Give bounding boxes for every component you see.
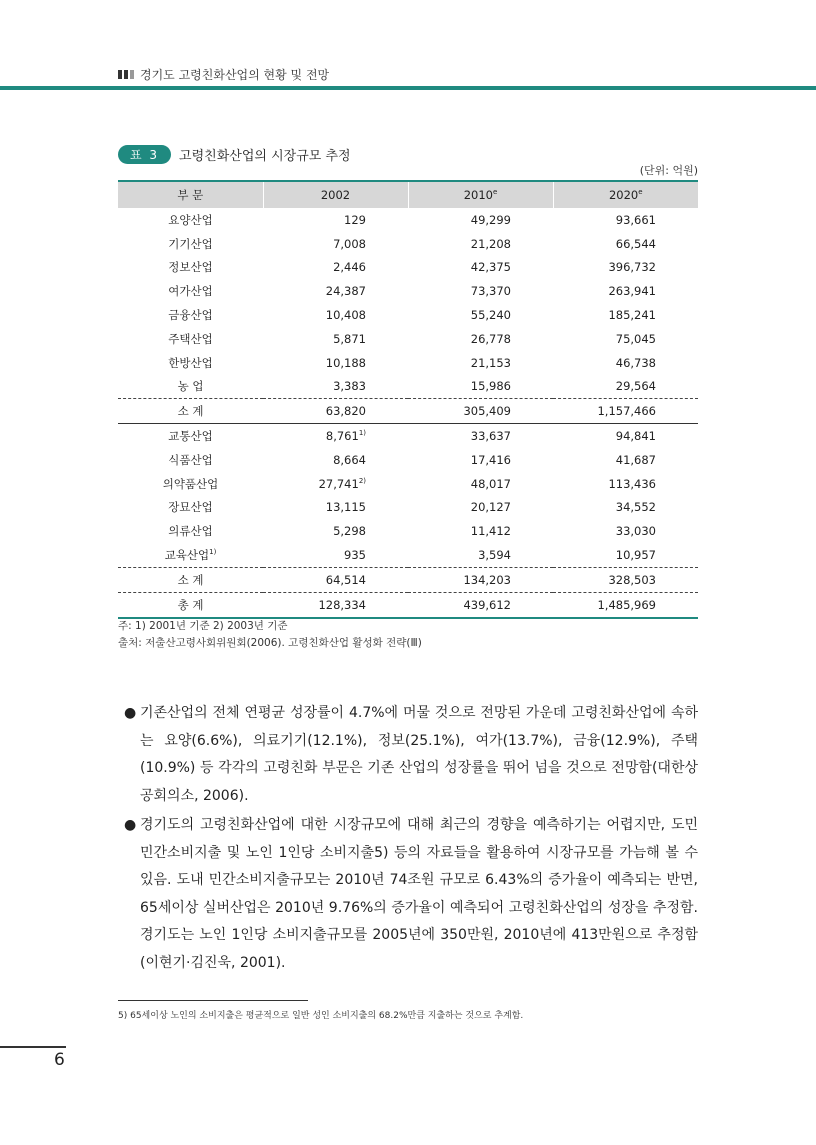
sector-cell: 교통산업	[118, 424, 263, 448]
page-number: 6	[54, 1050, 65, 1070]
value-2010-cell: 3,594	[478, 548, 511, 563]
value-2002-cell: 7,008	[333, 236, 366, 251]
table-row	[118, 303, 698, 327]
value-2010-cell: 49,299	[470, 212, 511, 227]
table-row	[118, 232, 698, 256]
table-title: 고령친화산업의 시장규모 추정	[179, 149, 351, 164]
value-2020-cell: 263,941	[608, 284, 656, 299]
sector-cell: 식품산업	[168, 452, 213, 467]
table-row	[118, 424, 698, 448]
value-2020-cell: 66,544	[615, 236, 656, 251]
table-row	[118, 496, 698, 520]
value-2020-cell: 185,241	[608, 308, 656, 323]
value-2002-cell: 10,408	[325, 308, 366, 323]
value-2002-cell: 8,664	[333, 452, 366, 467]
bullet-paragraph-2: ● 경기도의 고령친화산업에 대한 시장규모에 대해 최근의 경향을 예측하기는 어렵지만, 도민 민간소비지출 및 노인 1인당 소비지출5) 등의 자료들을 활용하여 시장규모를 가늠해 볼 수 있음. 도내 민간소비지출규모는 2010년 74조원 규모로 6.43%의 증가율이 예측되는 반면, 65세이상 실버산업은 2010년 9.76%의 증가율이 예측되어 고령친화산업의 성장을 추정함. 경기도는 노인 1인당 소비지출규모를 2005년에 350만원, 2010년에 413만원으로 추정함(이현기·김진욱, 2001).	[118, 812, 698, 977]
sector-cell: 소 계	[118, 399, 263, 424]
header-2010: 2010e	[408, 181, 553, 208]
value-2002-cell: 935	[344, 548, 366, 563]
table-row	[118, 208, 698, 232]
table-row	[118, 351, 698, 375]
sector-cell: 정보산업	[168, 260, 213, 275]
bullet-paragraph-1: ● 기존산업의 전체 연평균 성장률이 4.7%에 머물 것으로 전망된 가운데 고령친화산업에 속하는 요양(6.6%), 의료기기(12.1%), 정보(25.1%), 여가(13.7%), 금융(12.9%), 주택(10.9%) 등 각각의 고령친화 부문은 기존 산업의 성장률을 뛰어 넘을 것으로 전망함(대한상공회의소, 2006).	[118, 700, 698, 810]
sector-cell: 소 계	[118, 567, 263, 592]
value-2002-cell: 5,871	[333, 331, 366, 346]
sector-cell: 주택산업	[168, 331, 213, 346]
value-2020-cell: 46,738	[615, 355, 656, 370]
value-2020-cell: 75,045	[615, 331, 656, 346]
value-2020-cell: 29,564	[615, 379, 656, 394]
value-2002-cell: 128,334	[263, 592, 408, 617]
value-2020-cell: 113,436	[608, 476, 656, 491]
table-row	[118, 327, 698, 351]
running-header-text: 경기도 고령친화산업의 현황 및 전망	[140, 68, 330, 82]
header-rule	[0, 86, 816, 90]
page-number-rule	[0, 1046, 66, 1048]
body-text	[118, 700, 698, 979]
table-source: 출처: 저출산고령사회위원회(2006). 고령친화산업 활성화 전략(Ⅲ)	[118, 637, 422, 649]
value-2010-cell: 11,412	[470, 524, 511, 539]
table-row	[118, 567, 698, 592]
header-2020: 2020e	[553, 181, 698, 208]
table-row	[118, 592, 698, 617]
value-2010-cell: 17,416	[470, 452, 511, 467]
value-2002-cell: 64,514	[263, 567, 408, 592]
value-2010-cell: 20,127	[470, 500, 511, 515]
market-size-table	[118, 180, 698, 619]
table-row	[118, 519, 698, 543]
value-2010-cell: 439,612	[408, 592, 553, 617]
sector-cell: 의류산업	[168, 524, 213, 539]
value-2020-cell: 34,552	[615, 500, 656, 515]
value-2010-cell: 48,017	[470, 476, 511, 491]
value-2020-cell: 41,687	[615, 452, 656, 467]
table-note: 주: 1) 2001년 기준 2) 2003년 기준	[118, 620, 288, 632]
value-2002-cell: 3,383	[333, 379, 366, 394]
header-bars-icon	[118, 70, 134, 79]
table-badge: 표 3	[118, 145, 171, 164]
sector-cell: 농 업	[177, 379, 204, 394]
value-2002-cell: 27,741$^{2)}$	[318, 476, 366, 491]
table-row	[118, 279, 698, 303]
value-2020-cell: 10,957	[615, 548, 656, 563]
value-2010-cell: 134,203	[408, 567, 553, 592]
bullet-icon: ●	[124, 705, 137, 721]
table-row	[118, 256, 698, 280]
table-notes	[118, 618, 422, 652]
table-row	[118, 472, 698, 496]
table-header-row	[118, 181, 698, 208]
header-2002: 2002	[263, 181, 408, 208]
value-2010-cell: 55,240	[470, 308, 511, 323]
table-row	[118, 543, 698, 567]
value-2020-cell: 94,841	[553, 424, 698, 448]
header-sector: 부 문	[118, 181, 263, 208]
value-2010-cell: 73,370	[470, 284, 511, 299]
value-2002-cell: 5,298	[333, 524, 366, 539]
value-2002-cell: 2,446	[333, 260, 366, 275]
running-header	[118, 66, 329, 83]
sector-cell: 여가산업	[168, 284, 213, 299]
value-2010-cell: 15,986	[470, 379, 511, 394]
value-2020-cell: 33,030	[615, 524, 656, 539]
table-row	[118, 448, 698, 472]
sector-cell: 교육산업$^{1)}$	[164, 548, 217, 563]
value-2020-cell: 93,661	[615, 212, 656, 227]
footnote-rule	[118, 1000, 308, 1001]
table-row	[118, 375, 698, 399]
footnote: 5) 65세이상 노인의 소비지출은 평균적으로 일반 성인 소비지출의 68.2%만큼 지출하는 것으로 추계함.	[118, 1011, 524, 1021]
value-2010-cell: 305,409	[408, 399, 553, 424]
sector-cell: 금융산업	[168, 308, 213, 323]
value-2020-cell: 1,485,969	[553, 592, 698, 617]
value-2010-cell: 26,778	[470, 331, 511, 346]
value-2010-cell: 21,208	[470, 236, 511, 251]
value-2020-cell: 328,503	[553, 567, 698, 592]
unit-label: (단위: 억원)	[639, 164, 698, 177]
sector-cell: 요양산업	[168, 212, 213, 227]
value-2002-cell: 8,761$^{1)}$	[263, 424, 408, 448]
value-2010-cell: 33,637	[408, 424, 553, 448]
value-2020-cell: 396,732	[608, 260, 656, 275]
sector-cell: 기기산업	[168, 236, 213, 251]
value-2010-cell: 21,153	[470, 355, 511, 370]
value-2002-cell: 129	[344, 212, 366, 227]
sector-cell: 장묘산업	[168, 500, 213, 515]
value-2002-cell: 63,820	[263, 399, 408, 424]
table-caption	[118, 145, 351, 164]
sector-cell: 의약품산업	[162, 476, 219, 491]
table-row	[118, 399, 698, 424]
sector-cell: 총 계	[118, 592, 263, 617]
bullet-icon: ●	[124, 817, 137, 833]
value-2020-cell: 1,157,466	[553, 399, 698, 424]
value-2010-cell: 42,375	[470, 260, 511, 275]
value-2002-cell: 24,387	[325, 284, 366, 299]
value-2002-cell: 10,188	[325, 355, 366, 370]
sector-cell: 한방산업	[168, 355, 213, 370]
value-2002-cell: 13,115	[325, 500, 366, 515]
